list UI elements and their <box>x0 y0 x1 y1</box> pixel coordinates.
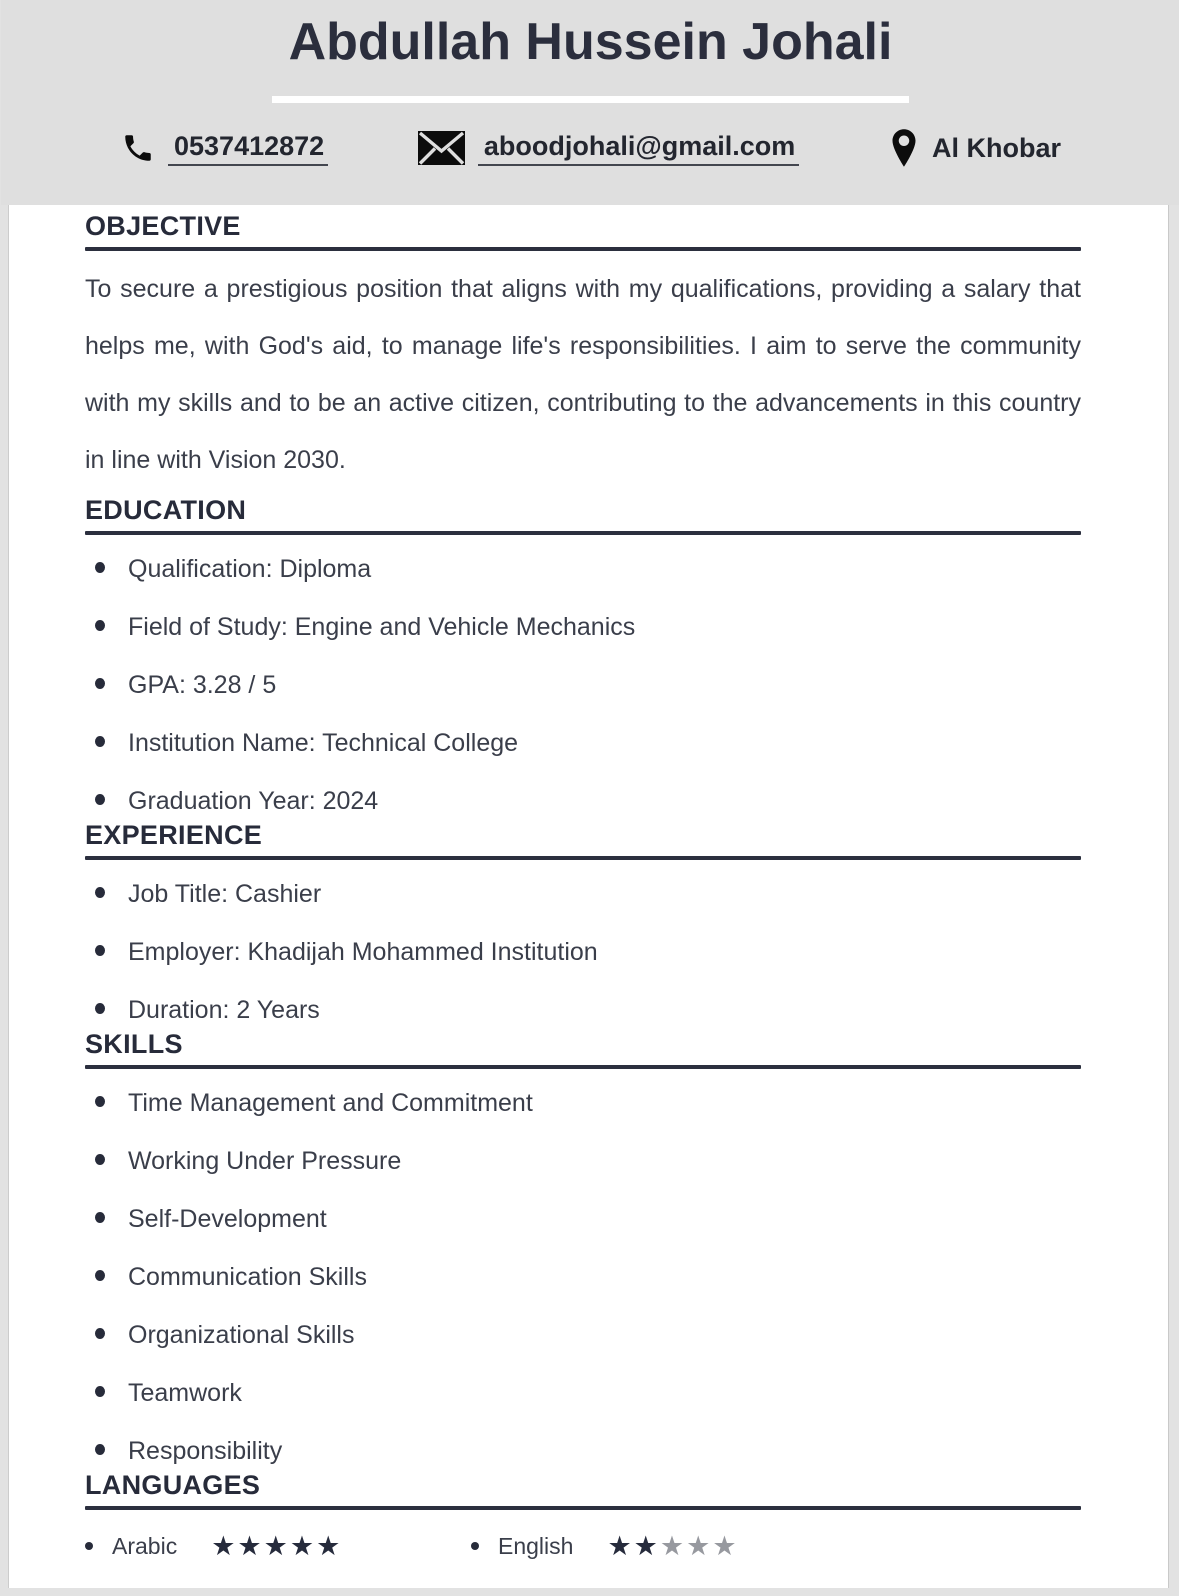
star-filled-icon: ★ <box>237 1531 264 1561</box>
person-name: Abdullah Hussein Johali <box>288 13 893 71</box>
list-item <box>95 997 1081 1023</box>
resume-page <box>8 0 1169 1588</box>
star-empty-icon: ★ <box>686 1531 713 1561</box>
list-item <box>95 730 1081 756</box>
list-item-text: Organizational Skills <box>128 1321 355 1349</box>
list-item <box>95 1090 1081 1116</box>
list-item <box>95 1148 1081 1174</box>
language-label: Arabic <box>112 1533 178 1559</box>
list-item-text: Responsibility <box>128 1437 283 1465</box>
star-rating <box>211 1532 342 1560</box>
phone-group <box>121 131 328 166</box>
list-item-text: Time Management and Commitment <box>128 1089 533 1117</box>
contact-row <box>1 128 1179 168</box>
list-item-text: Institution Name: Technical College <box>128 729 519 757</box>
list-item-text: Communication Skills <box>128 1263 367 1291</box>
email-link[interactable]: aboodjohali@gmail.com <box>478 131 799 166</box>
star-filled-icon: ★ <box>316 1531 343 1561</box>
star-filled-icon: ★ <box>211 1531 238 1561</box>
section-rule <box>85 1506 1081 1510</box>
list-item-text: Graduation Year: 2024 <box>128 787 379 815</box>
star-empty-icon: ★ <box>659 1531 687 1561</box>
bullet-icon <box>95 1444 105 1455</box>
education-list <box>85 556 1081 814</box>
experience-list <box>85 881 1081 1023</box>
bullet-icon <box>95 678 105 689</box>
list-item <box>95 881 1081 907</box>
list-item <box>95 1206 1081 1232</box>
list-item-text: Self-Development <box>128 1205 327 1233</box>
bullet-icon <box>95 1003 105 1014</box>
bullet-icon <box>95 736 105 747</box>
list-item <box>95 1322 1081 1348</box>
star-empty-icon: ★ <box>712 1531 739 1561</box>
section-title-objective: OBJECTIVE <box>85 211 241 241</box>
header-band <box>1 0 1179 205</box>
section-title-languages: LANGUAGES <box>85 1470 261 1500</box>
list-item-text: Duration: 2 Years <box>128 996 320 1024</box>
list-item <box>95 672 1081 698</box>
list-item-text: Field of Study: Engine and Vehicle Mechanics <box>128 613 636 641</box>
location-group <box>889 128 1061 168</box>
list-item <box>95 614 1081 640</box>
star-filled-icon: ★ <box>289 1531 317 1561</box>
list-item <box>95 939 1081 965</box>
list-item <box>95 556 1081 582</box>
bullet-icon <box>95 794 105 805</box>
section-rule <box>85 1065 1081 1069</box>
objective-text: To secure a prestigious position that aligns with my qualifications, providing a salary that helps me, with God's aid, to manage life's responsibilities. I aim to serve the community with my skills and to be an active citizen, contributing to the advancements in this country in line with Vision 2030. <box>85 275 1081 474</box>
list-item <box>95 1380 1081 1406</box>
section-title-experience: EXPERIENCE <box>85 820 263 850</box>
list-item-text: Qualification: Diploma <box>128 555 372 583</box>
phone-link[interactable]: 0537412872 <box>168 131 328 166</box>
list-item-text: Job Title: Cashier <box>128 880 322 908</box>
bullet-icon <box>95 1328 105 1339</box>
phone-icon <box>121 131 155 165</box>
bullet-icon <box>85 1542 93 1550</box>
star-rating <box>607 1532 738 1560</box>
bullet-icon <box>471 1542 479 1550</box>
section-rule <box>85 856 1081 860</box>
name-divider-line <box>272 96 909 103</box>
section-rule <box>85 247 1081 251</box>
language-item-english <box>471 1532 739 1560</box>
star-filled-icon: ★ <box>607 1531 634 1561</box>
location-label: Al Khobar <box>931 133 1061 163</box>
bullet-icon <box>95 1154 105 1165</box>
bullet-icon <box>95 1212 105 1223</box>
email-group <box>418 131 799 166</box>
list-item <box>95 1438 1081 1464</box>
bullet-icon <box>95 1270 105 1281</box>
list-item-text: GPA: 3.28 / 5 <box>128 671 277 699</box>
bullet-icon <box>95 1386 105 1397</box>
bullet-icon <box>95 562 105 573</box>
section-title-skills: SKILLS <box>85 1029 183 1059</box>
section-rule <box>85 531 1081 535</box>
list-item <box>95 788 1081 814</box>
section-title-education: EDUCATION <box>85 495 247 525</box>
language-label: English <box>498 1533 574 1559</box>
envelope-icon <box>418 131 465 165</box>
list-item <box>95 1264 1081 1290</box>
bullet-icon <box>95 620 105 631</box>
star-filled-icon: ★ <box>263 1531 290 1561</box>
bullet-icon <box>95 945 105 956</box>
skills-list <box>85 1090 1081 1464</box>
list-item-text: Employer: Khadijah Mohammed Institution <box>128 938 598 966</box>
list-item-text: Teamwork <box>128 1379 242 1407</box>
list-item-text: Working Under Pressure <box>128 1147 402 1175</box>
languages-list <box>85 1532 1081 1560</box>
bullet-icon <box>95 1096 105 1107</box>
resume-body <box>9 205 1168 1560</box>
star-filled-icon: ★ <box>633 1531 660 1561</box>
bullet-icon <box>95 887 105 898</box>
location-pin-icon <box>889 128 919 168</box>
language-item-arabic <box>85 1532 471 1560</box>
